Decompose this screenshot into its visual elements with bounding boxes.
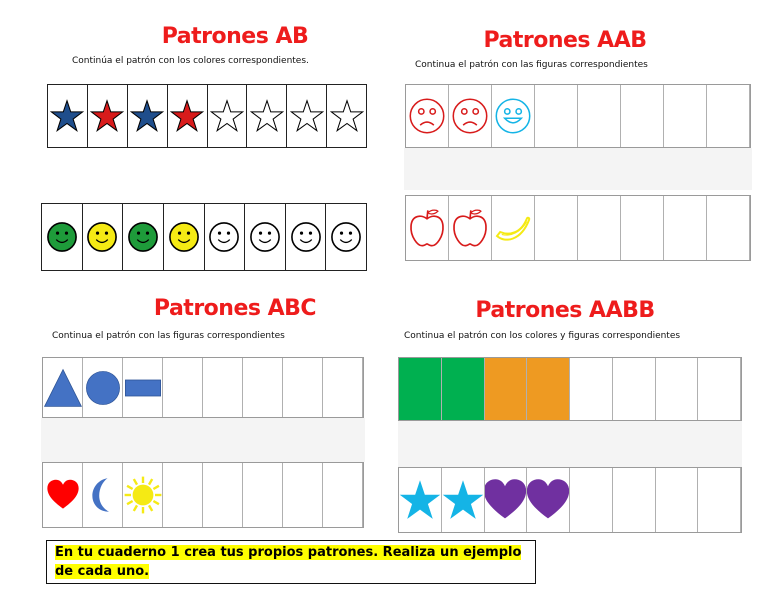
pattern-cell[interactable] xyxy=(323,463,363,527)
sad-face-red-icon xyxy=(451,97,489,135)
star-cyan-icon xyxy=(399,478,442,522)
assignment-text-line1: En tu cuaderno 1 crea tus propios patrones. Realiza un ejemplo xyxy=(55,545,522,560)
smiley-outline-icon xyxy=(208,221,240,253)
star-outline-icon xyxy=(290,99,324,133)
pattern-cell xyxy=(442,468,485,532)
pattern-cell xyxy=(123,358,163,417)
pattern-cell xyxy=(527,468,570,532)
pattern-cell[interactable] xyxy=(570,358,613,420)
pattern-cell xyxy=(43,358,83,417)
pattern-cell[interactable] xyxy=(163,463,203,527)
smiley-green-icon xyxy=(46,221,78,253)
pattern-cell xyxy=(492,196,535,260)
star-navy-icon xyxy=(50,99,84,133)
pattern-row-aab-fruits xyxy=(405,195,751,261)
pattern-cell-square-orange xyxy=(527,358,570,420)
title-patrones-aabb: Patrones AABB xyxy=(475,298,655,323)
pattern-cell xyxy=(164,204,205,270)
pattern-cell[interactable] xyxy=(243,358,283,417)
star-cyan-icon xyxy=(442,478,485,522)
pattern-cell[interactable] xyxy=(535,196,578,260)
pattern-cell xyxy=(449,85,492,147)
pattern-cell xyxy=(492,85,535,147)
background-band xyxy=(398,421,742,467)
rectangle-blue-icon xyxy=(123,368,163,408)
pattern-row-ab-stars xyxy=(47,84,367,148)
heart-purple-icon xyxy=(485,477,528,523)
title-patrones-ab: Patrones AB xyxy=(161,24,309,49)
instruction-patrones-ab: Continúa el patrón con los colores correspondientes. xyxy=(72,56,309,66)
sun-yellow-icon xyxy=(123,475,163,515)
apple-red-icon xyxy=(449,207,491,249)
pattern-cell-square-green xyxy=(442,358,485,420)
pattern-cell[interactable] xyxy=(621,196,664,260)
pattern-cell xyxy=(247,85,287,147)
circle-blue-icon xyxy=(85,370,121,406)
instruction-patrones-aab: Continua el patrón con las figuras correspondientes xyxy=(415,60,648,70)
smiley-outline-icon xyxy=(330,221,362,253)
pattern-cell[interactable] xyxy=(698,358,741,420)
pattern-cell xyxy=(327,85,366,147)
pattern-cell[interactable] xyxy=(656,358,699,420)
pattern-cell xyxy=(42,204,83,270)
pattern-cell[interactable] xyxy=(613,468,656,532)
pattern-cell[interactable] xyxy=(707,85,750,147)
pattern-cell[interactable] xyxy=(664,85,707,147)
star-red-icon xyxy=(170,99,204,133)
pattern-cell-square-green xyxy=(399,358,442,420)
background-band xyxy=(404,148,752,190)
pattern-cell xyxy=(326,204,366,270)
pattern-cell xyxy=(128,85,168,147)
pattern-row-abc-figures xyxy=(42,462,364,528)
happy-face-blue-icon xyxy=(494,97,532,135)
assignment-box xyxy=(46,540,536,584)
pattern-cell xyxy=(168,85,208,147)
pattern-row-aabb-colors xyxy=(398,357,742,421)
pattern-cell xyxy=(287,85,327,147)
background-band xyxy=(41,418,365,462)
pattern-row-abc-shapes xyxy=(42,357,364,418)
pattern-cell[interactable] xyxy=(621,85,664,147)
pattern-cell xyxy=(449,196,492,260)
smiley-green-icon xyxy=(127,221,159,253)
pattern-cell xyxy=(245,204,286,270)
banana-yellow-icon xyxy=(493,208,533,248)
star-navy-icon xyxy=(130,99,164,133)
pattern-cell xyxy=(406,196,449,260)
heart-red-icon xyxy=(46,478,80,512)
heart-purple-icon xyxy=(527,477,570,523)
smiley-outline-icon xyxy=(290,221,322,253)
pattern-cell xyxy=(406,85,449,147)
star-outline-icon xyxy=(210,99,244,133)
pattern-cell[interactable] xyxy=(283,463,323,527)
pattern-cell xyxy=(399,468,442,532)
pattern-cell[interactable] xyxy=(664,196,707,260)
pattern-cell[interactable] xyxy=(243,463,283,527)
title-patrones-aab: Patrones AAB xyxy=(483,28,647,53)
pattern-cell[interactable] xyxy=(535,85,578,147)
pattern-cell xyxy=(485,468,528,532)
pattern-cell[interactable] xyxy=(323,358,363,417)
star-outline-icon xyxy=(250,99,284,133)
pattern-cell xyxy=(83,463,123,527)
star-red-icon xyxy=(90,99,124,133)
pattern-row-aabb-figures xyxy=(398,467,742,533)
pattern-cell-square-orange xyxy=(485,358,528,420)
pattern-cell[interactable] xyxy=(283,358,323,417)
pattern-cell[interactable] xyxy=(613,358,656,420)
pattern-cell xyxy=(205,204,246,270)
pattern-cell xyxy=(123,463,163,527)
pattern-cell[interactable] xyxy=(203,463,243,527)
pattern-cell xyxy=(286,204,327,270)
pattern-cell[interactable] xyxy=(698,468,741,532)
pattern-cell xyxy=(88,85,128,147)
sad-face-red-icon xyxy=(408,97,446,135)
pattern-row-ab-smileys xyxy=(41,203,367,271)
triangle-blue-icon xyxy=(43,368,83,408)
pattern-cell xyxy=(208,85,248,147)
smiley-outline-icon xyxy=(249,221,281,253)
pattern-cell[interactable] xyxy=(656,468,699,532)
assignment-text-line2: de cada uno. xyxy=(55,564,150,579)
instruction-patrones-abc: Continua el patrón con las figuras correspondientes xyxy=(52,331,285,341)
pattern-cell[interactable] xyxy=(570,468,613,532)
pattern-cell xyxy=(83,204,124,270)
pattern-cell[interactable] xyxy=(578,85,621,147)
pattern-row-aab-faces xyxy=(405,84,751,148)
smiley-yellow-icon xyxy=(168,221,200,253)
pattern-cell xyxy=(123,204,164,270)
pattern-cell[interactable] xyxy=(578,196,621,260)
moon-blue-icon xyxy=(84,476,122,514)
pattern-cell xyxy=(48,85,88,147)
star-outline-icon xyxy=(330,99,364,133)
pattern-cell xyxy=(83,358,123,417)
instruction-patrones-aabb: Continua el patrón con los colores y figuras correspondientes xyxy=(404,331,681,341)
pattern-cell[interactable] xyxy=(707,196,750,260)
pattern-cell xyxy=(43,463,83,527)
apple-red-icon xyxy=(406,207,448,249)
title-patrones-abc: Patrones ABC xyxy=(153,296,317,321)
pattern-cell[interactable] xyxy=(203,358,243,417)
pattern-cell[interactable] xyxy=(163,358,203,417)
smiley-yellow-icon xyxy=(86,221,118,253)
